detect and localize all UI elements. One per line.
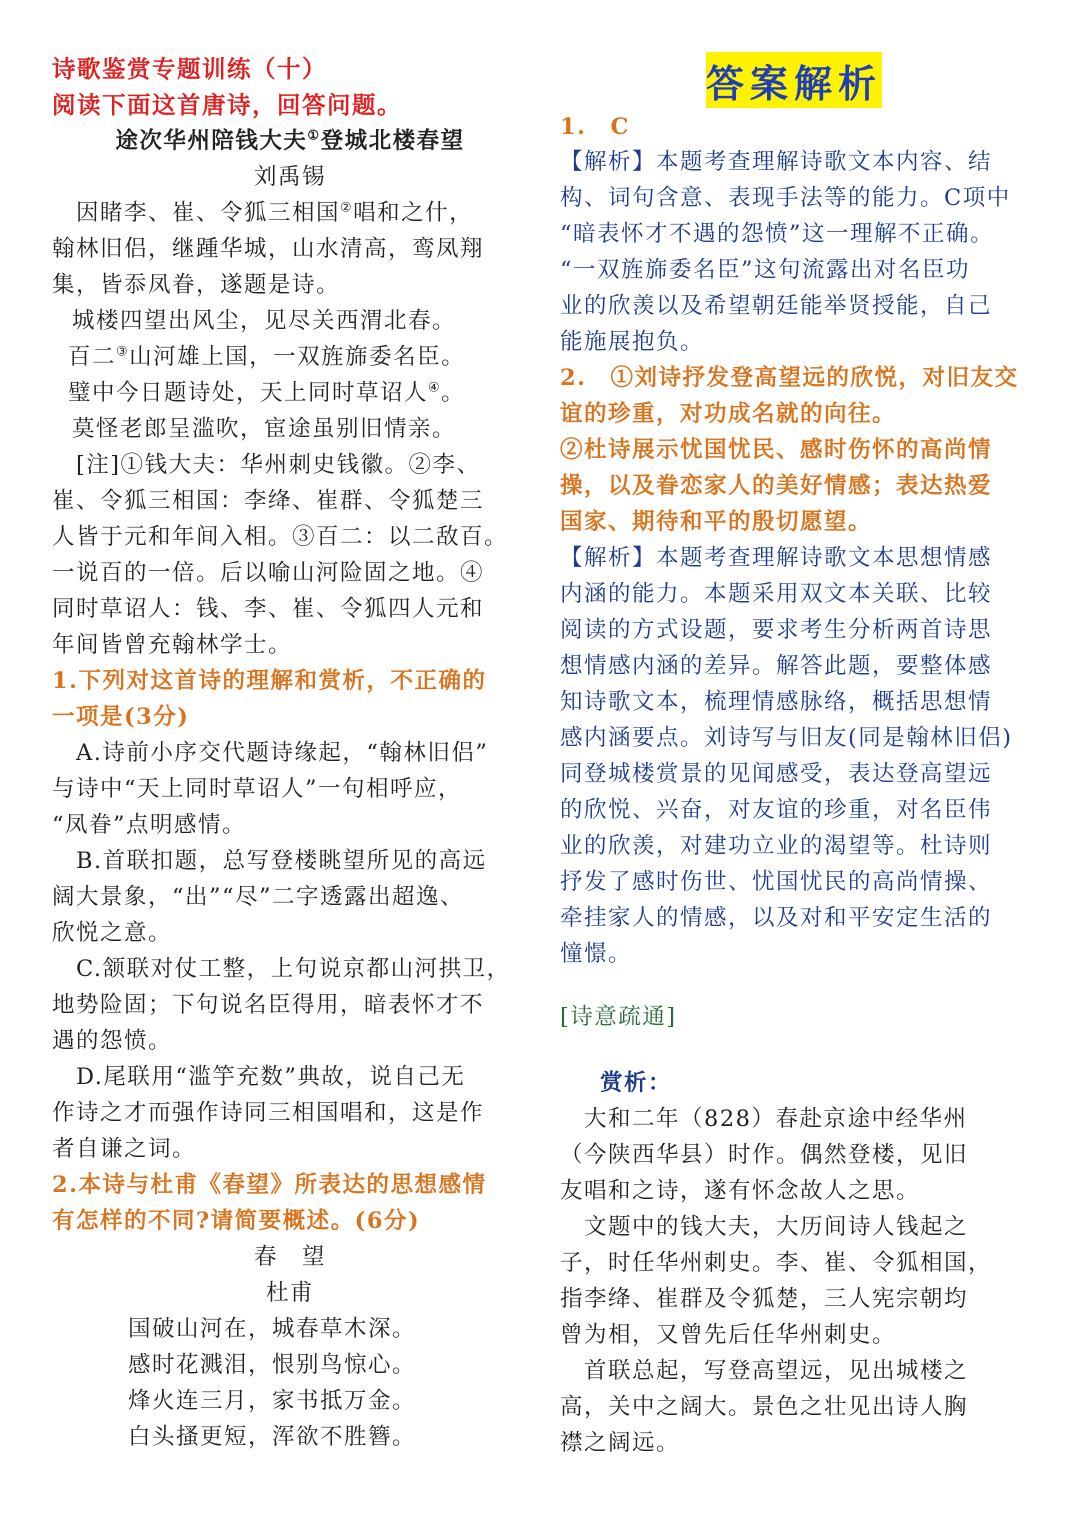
poem2-title: 春 望 (253, 1244, 326, 1270)
preface-line: 翰林旧侣，继踵华城，山水清高，鸾凤翔 (52, 236, 485, 262)
section-heading: [诗意疏通] (560, 1004, 677, 1030)
analysis-2-line: 想情感内涵的差异。解答此题，要整体感 (560, 653, 993, 679)
poem2-line: 白头搔更短，浑欲不胜簪。 (128, 1424, 417, 1450)
answer-2-line: 操，以及眷恋家人的美好情感；表达热爱 (560, 473, 993, 499)
poem-line: 城楼四望出风尘，见尽关西渭北春。 (72, 308, 457, 334)
poem2-author: 杜甫 (265, 1280, 314, 1306)
appreciation-line: 曾为相，又曾先后任华州刺史。 (560, 1322, 897, 1348)
appreciation-line: 首联总起，写登高望远，见出城楼之 (560, 1358, 969, 1384)
analysis-1-line: 能施展抱负。 (560, 329, 705, 355)
appreciation-line: 大和二年（828）春赴京途中经华州 (560, 1106, 968, 1132)
appreciation-line: 指李绛、崔群及令狐楚，三人宪宗朝均 (560, 1286, 969, 1312)
note-line: 人皆于元和年间入相。③百二：以二敌百。 (52, 524, 509, 550)
analysis-2-line: 阅读的方式设题，要求考生分析两首诗思 (560, 617, 993, 643)
appreciation-line: 子，时任华州刺史。李、崔、令狐相国， (560, 1250, 993, 1276)
option-d: D.尾联用“滥竽充数”典故，说自己无 (52, 1064, 466, 1090)
answer-2-line: ②杜诗展示忧国忧民、感时伤怀的高尚情 (560, 437, 993, 463)
option-c: 遇的怨愤。 (52, 1028, 173, 1054)
preface-line: 因睹李、崔、令狐三相国②唱和之什， (52, 200, 474, 226)
analysis-1-line: “暗表怀才不遇的怨愤”这一理解不正确。 (560, 221, 995, 247)
answer-1: 1. C (560, 114, 630, 140)
poem-line: 璧中今日题诗处，天上同时草诏人④。 (68, 380, 466, 406)
analysis-2-line: 牵挂家人的情感，以及对和平安定生活的 (560, 905, 993, 931)
option-a: 与诗中“天上同时草诏人”一句相呼应， (52, 776, 463, 802)
option-c: 地势险固；下句说名臣得用，暗表怀才不 (52, 992, 485, 1018)
note-line: 年间皆曾充翰林学士。 (52, 632, 293, 658)
option-c: C.颔联对仗工整，上句说京都山河拱卫， (52, 956, 511, 982)
answer-title-box (706, 52, 882, 108)
instruction-heading: 阅读下面这首唐诗，回答问题。 (52, 91, 402, 119)
analysis-2-line: 憧憬。 (560, 941, 633, 967)
analysis-2-line: 业的欣羡，对建功立业的渴望等。杜诗则 (560, 833, 993, 859)
option-d: 作诗之才而强作诗同三相国唱和，这是作 (52, 1100, 485, 1126)
poem-line: 百二③山河雄上国，一双旌旆委名臣。 (68, 344, 466, 370)
analysis-2-line: 抒发了感时伤世、忧国忧民的高尚情操、 (560, 869, 993, 895)
analysis-1-line: 【解析】本题考查理解诗歌文本内容、结 (560, 149, 993, 175)
answer-title: 答案解析 (706, 61, 883, 106)
answer-2-line: 国家、期待和平的殷切愿望。 (560, 509, 873, 535)
analysis-1-line: 构、词句含意、表现手法等的能力。C项中 (560, 185, 1011, 211)
note-line: 一说百的一倍。后以喻山河险固之地。④ (52, 560, 485, 586)
note-line: [注]①钱大夫：华州刺史钱徽。②李、 (52, 452, 481, 478)
appreciation-label: 赏析： (600, 1070, 673, 1096)
page-heading: 诗歌鉴赏专题训练（十） (52, 55, 327, 83)
appreciation-line: 襟之阔远。 (560, 1430, 681, 1456)
poem2-line: 烽火连三月，家书抵万金。 (128, 1388, 417, 1414)
question-1: 一项是(3分) (52, 704, 190, 730)
poem2-line: 国破山河在，城春草木深。 (128, 1316, 417, 1342)
option-b: 欣悦之意。 (52, 920, 173, 946)
option-d: 者自谦之词。 (52, 1136, 197, 1162)
poem-line: 莫怪老郎呈滥吹，宦途虽别旧情亲。 (72, 416, 457, 442)
appreciation-line: 高，关中之阔大。景色之壮见出诗人胸 (560, 1394, 969, 1420)
option-a: “凤眷”点明感情。 (52, 812, 247, 838)
question-2: 2.本诗与杜甫《春望》所表达的思想感情 (52, 1172, 487, 1198)
analysis-1-line: “一双旌旆委名臣”这句流露出对名臣功 (560, 257, 971, 283)
answer-2-line: 谊的珍重，对功成名就的向往。 (560, 401, 897, 427)
option-b: 阔大景象，“出”“尽”二字透露出超逸、 (52, 884, 465, 910)
note-line: 崔、令狐三相国：李绛、崔群、令狐楚三 (52, 488, 485, 514)
analysis-2-line: 同登城楼赏景的见闻感受，表达登高望远 (560, 761, 993, 787)
analysis-2-line: 知诗歌文本，梳理情感脉络，概括思想情 (560, 689, 993, 715)
poem-title: 途次华州陪钱大夫①登城北楼春望 (115, 128, 465, 154)
note-line: 同时草诏人：钱、李、崔、令狐四人元和 (52, 596, 485, 622)
answer-2-line: 2. ①刘诗抒发登高望远的欣悦，对旧友交 (560, 365, 1019, 391)
option-a: A.诗前小序交代题诗缘起，“翰林旧侣” (52, 740, 489, 766)
analysis-2-line: 【解析】本题考查理解诗歌文本思想情感 (560, 545, 993, 571)
analysis-2-line: 的欣悦、兴奋，对友谊的珍重，对名臣伟 (560, 797, 993, 823)
question-2: 有怎样的不同?请简要概述。(6分) (52, 1208, 421, 1234)
question-1: 1.下列对这首诗的理解和赏析，不正确的 (52, 668, 487, 694)
poem2-line: 感时花溅泪，恨别鸟惊心。 (128, 1352, 417, 1378)
preface-line: 集，皆忝凤眷，遂题是诗。 (52, 272, 341, 298)
analysis-1-line: 业的欣羡以及希望朝廷能举贤授能，自己 (560, 293, 993, 319)
appreciation-line: （今陕西华县）时作。偶然登楼，见旧 (560, 1142, 969, 1168)
appreciation-line: 文题中的钱大夫，大历间诗人钱起之 (560, 1214, 969, 1240)
appreciation-line: 友唱和之诗，遂有怀念故人之思。 (560, 1178, 921, 1204)
poem-author: 刘禹锡 (253, 164, 326, 190)
analysis-2-line: 感内涵要点。刘诗写与旧友(同是翰林旧侣) (560, 725, 1013, 751)
analysis-2-line: 内涵的能力。本题采用双文本关联、比较 (560, 581, 993, 607)
option-b: B.首联扣题，总写登楼眺望所见的高远 (52, 848, 487, 874)
